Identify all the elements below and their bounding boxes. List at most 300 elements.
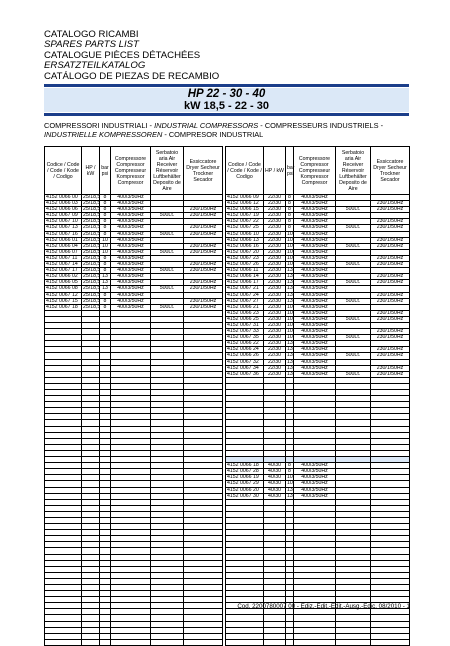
compressor-voltage: 400/3/50Hz: [111, 298, 151, 304]
part-code: 4152 0066 00: [45, 195, 82, 201]
tank-size: 500Lt.: [336, 316, 371, 322]
bar: 13: [287, 273, 293, 280]
dryer-voltage: 230/1/50Hz: [184, 207, 223, 213]
bar: 10: [100, 243, 111, 249]
hp-kw: 40/30: [264, 475, 286, 481]
hp-kw: 40/30: [264, 463, 286, 469]
compressor-voltage: 400/3/50Hz: [294, 280, 336, 286]
header-compressor: Compressore Compressor Compresseur Kompressor Compresor: [111, 147, 151, 195]
dryer-voltage: 230/1/50Hz: [184, 286, 223, 292]
dryer-voltage: 230/1/50Hz: [184, 231, 223, 237]
compressor-voltage: 400/3/50Hz: [294, 195, 336, 201]
bar: 13: [287, 285, 293, 292]
tank-size: 500Lt.: [336, 353, 371, 359]
part-code: 4152 0066 19: [226, 475, 264, 481]
bar: 8: [100, 219, 111, 225]
hp-kw: 25/18,5: [83, 254, 101, 261]
bar: 10: [287, 328, 293, 335]
empty-cell: [371, 639, 410, 645]
part-code: 4152 0066 06: [45, 207, 82, 213]
part-code: 4152 0067 12: [45, 292, 82, 298]
compressor-voltage: 400/3/50Hz: [294, 286, 336, 292]
bar: 10: [287, 230, 293, 237]
part-code: 4152 0067 14: [45, 262, 82, 268]
compressor-voltage: 400/3/50Hz: [111, 255, 151, 261]
compressor-voltage: 400/3/50Hz: [294, 347, 336, 353]
table-row: [45, 304, 223, 310]
compressor-voltage: 400/3/50Hz: [111, 274, 151, 280]
hp-kw: 22/30: [264, 195, 286, 201]
hp-kw: 22/30: [264, 207, 286, 213]
part-code: 4152 0067 17: [45, 268, 82, 274]
compressor-voltage: 400/3/50Hz: [294, 249, 336, 255]
hp-kw: 25/18,5: [83, 261, 101, 268]
hp-kw: 25/18,5: [83, 303, 101, 310]
hp-kw: 40/30: [264, 469, 286, 475]
bar: 13: [287, 352, 293, 359]
compressor-voltage: 400/3/50Hz: [294, 243, 336, 249]
bar: 10: [287, 242, 293, 249]
table-row: [226, 639, 410, 645]
catalog-title-en: SPARES PARTS LIST: [44, 39, 139, 51]
header-code: Codice / Code / Code / Kode / Codigo: [45, 147, 82, 195]
tank-size: 500Lt.: [336, 335, 371, 341]
part-code: 4152 0067 29: [226, 481, 264, 487]
part-code: 4152 0067 19: [226, 213, 264, 219]
compressor-voltage: 400/3/50Hz: [294, 316, 336, 322]
empty-cell: [45, 639, 82, 645]
compressor-voltage: 400/3/50Hz: [294, 469, 336, 475]
header-bar: bar psi: [286, 147, 294, 195]
compressor-voltage: 400/3/50Hz: [294, 292, 336, 298]
header-bar: bar psi: [100, 147, 111, 195]
empty-cell: [226, 639, 264, 645]
part-code: 4152 0066 26: [226, 353, 264, 359]
bar: 13: [100, 280, 111, 286]
tank-size: 500Lt.: [151, 231, 184, 237]
part-code: 4152 0066 08: [45, 286, 82, 292]
hp-kw: 40/30: [264, 481, 286, 487]
bar: 8: [286, 207, 294, 213]
compressor-voltage: 400/3/50Hz: [111, 243, 151, 249]
hp-kw: 22/30: [264, 237, 286, 243]
tank-size: 500Lt.: [336, 243, 371, 249]
compressor-voltage: 400/3/50Hz: [294, 201, 336, 207]
empty-cell: [82, 639, 100, 645]
bar: 13: [287, 486, 293, 493]
header-code: Codice / Code / Code / Kode / Codigo: [226, 147, 264, 195]
catalog-titles: [44, 30, 219, 82]
header-hp: HP / kW: [264, 147, 286, 195]
part-code: 4152 0066 05: [45, 280, 82, 286]
dryer-voltage: 230/1/50Hz: [371, 347, 410, 353]
part-code: 4152 0066 18: [226, 463, 264, 469]
hp-kw: 22/30: [264, 255, 286, 261]
part-code: 4152 0066 22: [226, 341, 264, 347]
compressor-voltage: 400/3/50Hz: [111, 292, 151, 298]
compressor-voltage: 400/3/50Hz: [294, 359, 336, 365]
hp-kw: 22/30: [264, 243, 286, 249]
compressor-voltage: 400/3/50Hz: [111, 207, 151, 213]
part-code: 4152 0066 04: [45, 243, 82, 249]
dryer-voltage: 230/1/50Hz: [371, 310, 410, 316]
part-code: 4152 0067 20: [226, 249, 264, 255]
hp-kw: 40/30: [264, 493, 286, 499]
tank-size: 500Lt.: [336, 371, 371, 377]
bar: 10: [287, 236, 293, 243]
tank-size: 500Lt.: [151, 249, 184, 255]
compressor-voltage: 400/3/50Hz: [294, 481, 336, 487]
dryer-voltage: 230/1/50Hz: [184, 213, 223, 219]
compressor-voltage: 400/3/50Hz: [111, 225, 151, 231]
bar: 10: [287, 321, 293, 328]
part-code: 4152 0067 33: [226, 329, 264, 335]
dryer-voltage: 230/1/50Hz: [371, 201, 410, 207]
bar: 8: [286, 463, 294, 469]
bar: 13: [287, 358, 293, 365]
bar: 8: [286, 225, 294, 231]
dryer-voltage: 230/1/50Hz: [371, 207, 410, 213]
part-code: 4152 0067 18: [45, 304, 82, 310]
header-dryer: Essiccatore Dryer Secheur Trockner Secador: [371, 147, 410, 195]
compressor-voltage: 400/3/50Hz: [111, 249, 151, 255]
dryer-voltage: 230/1/50Hz: [371, 255, 410, 261]
dryer-voltage: 230/1/50Hz: [371, 371, 410, 377]
right-parts-table: [225, 146, 410, 646]
hp-kw: 22/30: [264, 365, 286, 371]
bar: 8: [286, 213, 294, 219]
bar: 10: [100, 237, 111, 243]
hp-kw: 22/30: [264, 286, 286, 292]
empty-cell: [111, 639, 151, 645]
hp-kw: 22/30: [264, 322, 286, 328]
bar: 10: [287, 309, 293, 316]
bar: 8: [100, 213, 111, 219]
part-code: 4152 0067 21: [226, 286, 264, 292]
hp-kw: 22/30: [264, 268, 286, 274]
bar: 13: [287, 370, 293, 377]
part-code: 4152 0066 09: [226, 195, 264, 201]
hp-kw: 25/18,5: [83, 297, 101, 304]
empty-cell: [151, 639, 184, 645]
hp-kw: 22/30: [264, 316, 286, 322]
header-tank: Serbatoio aria Air Receiver Réservoir Luftbehälter Deposito de Aire: [151, 147, 184, 195]
hp-kw: 22/30: [264, 274, 286, 280]
compressor-voltage: 400/3/50Hz: [294, 335, 336, 341]
bar: 13: [287, 492, 293, 499]
header-dryer: Essiccatore Dryer Secheur Trockner Secador: [184, 147, 223, 195]
compressor-voltage: 400/3/50Hz: [111, 237, 151, 243]
dryer-voltage: 230/1/50Hz: [371, 237, 410, 243]
part-code: 4152 0067 31: [226, 322, 264, 328]
compressor-voltage: 400/3/50Hz: [294, 219, 336, 225]
bar: 13: [287, 297, 293, 304]
bar: 8: [100, 195, 111, 201]
compressor-voltage: 400/3/50Hz: [294, 304, 336, 310]
dryer-voltage: 230/1/50Hz: [371, 225, 410, 231]
compressor-voltage: 400/3/50Hz: [294, 329, 336, 335]
part-code: 4152 0067 15: [45, 298, 82, 304]
dryer-voltage: 230/1/50Hz: [184, 268, 223, 274]
desc-es: - COMPRESOR INDUSTRIAL: [162, 130, 264, 139]
compressor-voltage: 400/3/50Hz: [294, 298, 336, 304]
hp-kw: 22/30: [264, 225, 286, 231]
hp-kw: 22/30: [264, 213, 286, 219]
part-code: 4152 0066 01: [45, 237, 82, 243]
bar: 13: [100, 274, 111, 280]
part-code: 4152 0066 14: [226, 274, 264, 280]
tank-size: 500Lt.: [151, 268, 184, 274]
hp-kw: 25/18,5: [83, 206, 101, 213]
dryer-voltage: 230/1/50Hz: [184, 243, 223, 249]
part-code: 4152 0067 23: [226, 255, 264, 261]
catalog-title-de: ERSATZTEILKATALOG: [44, 60, 146, 72]
bar: 13: [287, 364, 293, 371]
part-code: 4152 0066 10: [226, 231, 264, 237]
compressor-voltage: 400/3/50Hz: [294, 463, 336, 469]
desc-en: INDUSTRIAL COMPRESSORS: [154, 121, 259, 130]
part-code: 4152 0066 17: [226, 280, 264, 286]
hp-kw: 25/18,5: [83, 236, 101, 243]
bar: 13: [287, 346, 293, 353]
part-code: 4152 0066 02: [45, 274, 82, 280]
model-band: [44, 88, 409, 112]
hp-kw: 25/18,5: [83, 194, 101, 200]
header-tank: Serbatoio aria Air Receiver Réservoir Luftbehälter Deposito de Aire: [336, 147, 371, 195]
hp-kw: 22/30: [264, 353, 286, 359]
bar: 13: [100, 286, 111, 292]
table-row: [45, 639, 223, 645]
hp-kw: 25/18,5: [83, 218, 101, 225]
bar: 13: [287, 267, 293, 274]
top-rule: [44, 84, 409, 87]
empty-cell: [286, 639, 294, 645]
model-kw: kW 18,5 - 22 - 30: [184, 100, 269, 112]
hp-kw: 22/30: [264, 262, 286, 268]
dryer-voltage: 230/1/50Hz: [371, 298, 410, 304]
bar: 13: [287, 279, 293, 286]
hp-kw: 25/18,5: [83, 273, 101, 280]
part-code: 4152 0066 25: [226, 316, 264, 322]
dryer-voltage: 230/1/50Hz: [184, 280, 223, 286]
table-row: [226, 371, 410, 377]
hp-kw: 25/18,5: [83, 279, 101, 286]
hp-kw: 22/30: [264, 371, 286, 377]
bar: 8: [100, 304, 111, 310]
hp-kw: 25/18,5: [83, 291, 101, 298]
hp-kw: 22/30: [264, 280, 286, 286]
hp-kw: 22/30: [264, 310, 286, 316]
dryer-voltage: 230/1/50Hz: [184, 262, 223, 268]
left-parts-table: [44, 146, 223, 646]
dryer-voltage: 230/1/50Hz: [371, 274, 410, 280]
hp-kw: 22/30: [264, 201, 286, 207]
dryer-voltage: 230/1/50Hz: [371, 243, 410, 249]
empty-cell: [100, 639, 111, 645]
part-code: 4152 0067 30: [226, 493, 264, 499]
bar: 8: [100, 292, 111, 298]
document-code: Cod. 2200780007 00 - Ediz.-Edit.-Edit.-Ausg.-Edic. 08/2010 - 1: [237, 603, 410, 610]
part-code: 4152 0067 36: [226, 371, 264, 377]
bar: 8: [100, 225, 111, 231]
compressor-voltage: 400/3/50Hz: [294, 231, 336, 237]
part-code: 4152 0067 26: [226, 262, 264, 268]
tank-size: 500Lt.: [336, 225, 371, 231]
catalog-title-es: CATÁLOGO DE PIEZAS DE RECAMBIO: [44, 70, 220, 82]
tank-size: 500Lt.: [151, 286, 184, 292]
hp-kw: 22/30: [264, 304, 286, 310]
compressor-voltage: 400/3/50Hz: [111, 286, 151, 292]
desc-it: COMPRESSORI INDUSTRIALI -: [44, 121, 155, 130]
hp-kw: 25/18,5: [83, 212, 101, 219]
bar: 10: [287, 474, 293, 481]
desc-fr: - COMPRESSEURS INDUSTRIELS -: [258, 121, 384, 130]
part-code: 4152 0067 16: [45, 231, 82, 237]
compressor-voltage: 400/3/50Hz: [294, 371, 336, 377]
part-code: 4152 0067 10: [45, 219, 82, 225]
dryer-voltage: 230/1/50Hz: [184, 225, 223, 231]
dryer-voltage: 230/1/50Hz: [371, 219, 410, 225]
compressor-voltage: 400/3/50Hz: [294, 213, 336, 219]
compressor-voltage: 400/3/50Hz: [111, 231, 151, 237]
part-code: 4152 0066 20: [226, 487, 264, 493]
compressor-voltage: 400/3/50Hz: [294, 207, 336, 213]
hp-kw: 22/30: [264, 329, 286, 335]
part-code: 4152 0066 24: [226, 347, 264, 353]
empty-cell: [264, 639, 286, 645]
tank-size: 500Lt.: [336, 298, 371, 304]
compressor-voltage: 400/3/50Hz: [294, 475, 336, 481]
part-code: 4152 0067 34: [226, 365, 264, 371]
hp-kw: 22/30: [264, 219, 286, 225]
part-code: 4152 0066 12: [226, 201, 264, 207]
part-code: 4152 0067 09: [45, 213, 82, 219]
hp-kw: 22/30: [264, 231, 286, 237]
hp-kw: 25/18,5: [83, 242, 101, 249]
part-code: 4152 0067 11: [45, 255, 82, 261]
hp-kw: 22/30: [264, 292, 286, 298]
bar: 8: [100, 231, 111, 237]
compressor-voltage: 400/3/50Hz: [111, 268, 151, 274]
compressor-voltage: 400/3/50Hz: [294, 322, 336, 328]
compressor-voltage: 400/3/50Hz: [111, 213, 151, 219]
dryer-voltage: 230/1/50Hz: [371, 335, 410, 341]
bar: 10: [287, 248, 293, 255]
bar: 10: [287, 303, 293, 310]
product-description: [44, 121, 414, 139]
dryer-voltage: 230/1/50Hz: [184, 298, 223, 304]
compressor-voltage: 400/3/50Hz: [294, 493, 336, 499]
compressor-voltage: 400/3/50Hz: [111, 219, 151, 225]
bar: 8: [286, 469, 294, 475]
bar: 8: [100, 268, 111, 274]
empty-cell: [336, 639, 371, 645]
compressor-voltage: 400/3/50Hz: [111, 195, 151, 201]
part-code: 4152 0067 28: [226, 469, 264, 475]
tank-size: 500Lt.: [151, 304, 184, 310]
bar: 10: [287, 480, 293, 487]
part-code: 4152 0066 11: [226, 268, 264, 274]
hp-kw: 25/18,5: [83, 224, 101, 231]
part-code: 4152 0067 35: [226, 335, 264, 341]
bar: 8: [286, 219, 294, 225]
compressor-voltage: 400/3/50Hz: [294, 353, 336, 359]
part-code: 4152 0066 16: [226, 243, 264, 249]
tank-size: 500Lt.: [336, 262, 371, 268]
hp-kw: 40/30: [264, 487, 286, 493]
compressor-voltage: 400/3/50Hz: [294, 268, 336, 274]
empty-cell: [184, 639, 223, 645]
part-code: 4152 0066 03: [45, 201, 82, 207]
dryer-voltage: 230/1/50Hz: [371, 316, 410, 322]
compressor-voltage: 400/3/50Hz: [294, 365, 336, 371]
bar: 8: [100, 201, 111, 207]
hp-kw: 25/18,5: [83, 248, 101, 255]
bar: 8: [100, 298, 111, 304]
hp-kw: 22/30: [264, 341, 286, 347]
bar: 10: [100, 249, 111, 255]
bar: 13: [287, 340, 293, 347]
bar: 10: [287, 315, 293, 322]
part-code: 4152 0067 24: [226, 292, 264, 298]
compressor-voltage: 400/3/50Hz: [294, 341, 336, 347]
tank-size: 500Lt.: [151, 213, 184, 219]
part-code: 4152 0067 32: [226, 359, 264, 365]
compressor-voltage: 400/3/50Hz: [294, 274, 336, 280]
dryer-voltage: 230/1/50Hz: [371, 353, 410, 359]
hp-kw: 22/30: [264, 347, 286, 353]
dryer-voltage: 230/1/50Hz: [371, 365, 410, 371]
part-code: 4152 0066 07: [45, 249, 82, 255]
bar: 8: [100, 255, 111, 261]
dryer-voltage: 230/1/50Hz: [184, 304, 223, 310]
part-code: 4152 0066 13: [226, 237, 264, 243]
bottom-rule: [44, 113, 409, 116]
hp-kw: 25/18,5: [83, 200, 101, 207]
compressor-voltage: 400/3/50Hz: [294, 310, 336, 316]
dryer-voltage: 230/1/50Hz: [184, 249, 223, 255]
part-code: 4152 0067 25: [226, 225, 264, 231]
part-code: 4152 0066 23: [226, 310, 264, 316]
hp-kw: 22/30: [264, 359, 286, 365]
bar: 13: [287, 291, 293, 298]
bar: 10: [287, 261, 293, 268]
bar: 8: [100, 207, 111, 213]
bar: 8: [100, 262, 111, 268]
compressor-voltage: 400/3/50Hz: [294, 237, 336, 243]
model-hp: HP 22 - 30 - 40: [187, 88, 266, 100]
tank-size: 500Lt.: [336, 280, 371, 286]
compressor-voltage: 400/3/50Hz: [294, 487, 336, 493]
bar: 10: [287, 334, 293, 341]
bar: 8: [286, 195, 294, 201]
desc-de: INDUSTRIELLE KOMPRESSOREN: [44, 130, 163, 139]
compressor-voltage: 400/3/50Hz: [111, 262, 151, 268]
dryer-voltage: 230/1/50Hz: [371, 262, 410, 268]
hp-kw: 25/18,5: [83, 267, 101, 274]
compressor-voltage: 400/3/50Hz: [294, 262, 336, 268]
compressor-voltage: 400/3/50Hz: [294, 225, 336, 231]
hp-kw: 25/18,5: [83, 285, 101, 292]
part-code: 4152 0066 21: [226, 304, 264, 310]
compressor-voltage: 400/3/50Hz: [111, 201, 151, 207]
part-code: 4152 0066 15: [226, 207, 264, 213]
empty-cell: [294, 639, 336, 645]
hp-kw: 22/30: [264, 298, 286, 304]
hp-kw: 22/30: [264, 249, 286, 255]
dryer-voltage: 230/1/50Hz: [371, 329, 410, 335]
catalog-title-fr: CATALOGUE PIÈCES DÉTACHÉES: [44, 49, 201, 61]
